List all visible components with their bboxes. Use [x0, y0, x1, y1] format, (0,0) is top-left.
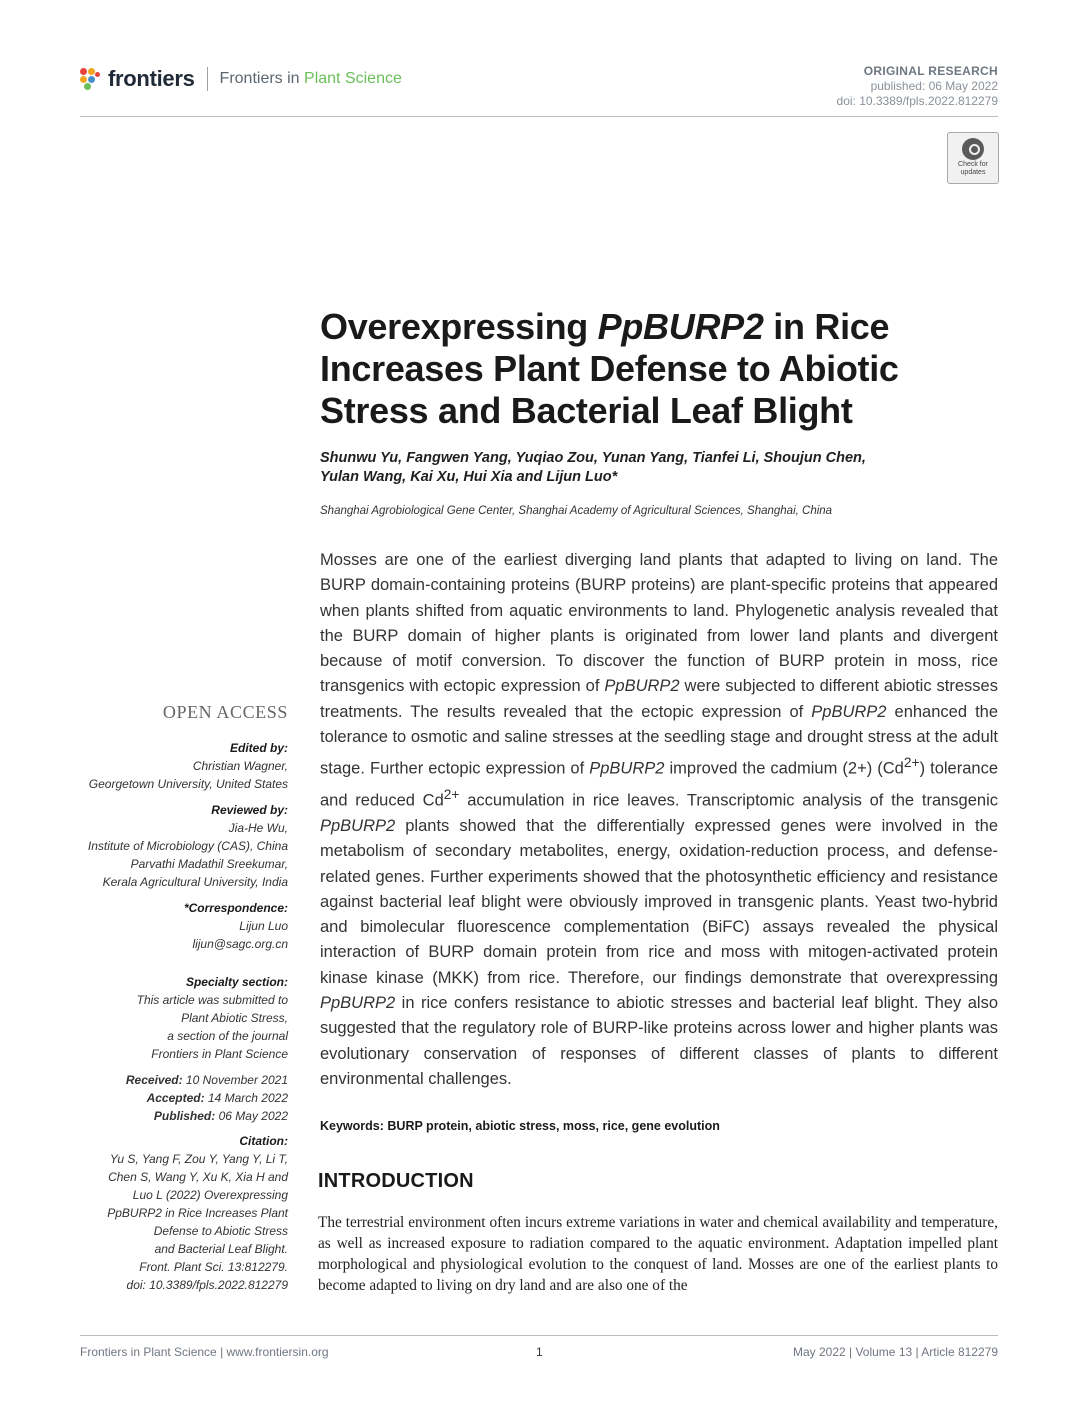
published-date: published: 06 May 2022	[870, 79, 998, 93]
frontiers-logo[interactable]	[80, 64, 402, 94]
check-updates-icon	[962, 138, 984, 160]
brand-name: frontiers	[108, 66, 195, 91]
header-divider	[207, 67, 208, 91]
keywords: Keywords: BURP protein, abiotic stress, moss, rice, gene evolution	[320, 1119, 720, 1133]
page-number: 1	[536, 1345, 543, 1359]
check-for-updates-badge[interactable]	[947, 132, 999, 184]
article-title: Overexpressing PpBURP2 in Rice Increases Plant Defense to Abiotic Stress and Bacterial Leaf Blight	[320, 306, 899, 431]
reviewed-by: Reviewed by: Jia-He Wu, Institute of Microbiology (CAS), China Parvathi Madathil Sreekumar, Kerala Agricultural University, India	[87, 803, 288, 889]
doi[interactable]: doi: 10.3389/fpls.2022.812279	[836, 94, 998, 108]
article-meta	[837, 64, 998, 109]
article-type: ORIGINAL RESEARCH	[863, 64, 998, 78]
open-access-label: OPEN ACCESS	[162, 702, 288, 722]
section-heading-introduction: INTRODUCTION	[318, 1170, 474, 1192]
frontiers-logo-icon	[80, 68, 102, 90]
header-rule	[80, 116, 998, 117]
abstract: Mosses are one of the earliest diverging land plants that adapted to living on land. The BURP domain-containing proteins (BURP proteins) are plant-specific proteins that appeared when plants shifted from aquatic environments to land. Phylogenetic analysis revealed that the BURP domain of higher plants is originated from lower land plants and divergent because of motif conversion. To discover the function of BURP protein in moss, rice transgenics with ectopic expression of PpBURP2 were subjected to different abiotic stresses treatments. The results revealed that the ectopic expression of PpBURP2 enhanced the tolerance to osmotic and saline stresses at the seedling stage and drought stress at the adult stage. Further ectopic expression of PpBURP2 improved the cadmium (2+) $(Cd^{2+})$ tolerance and reduced $Cd^{2+}$ accumulation in rice leaves. Transcriptomic analysis of the transgenic PpBURP2 plants showed that the differentially expressed genes were involved in the metabolism of secondary metabolites, energy, oxidation-reduction process, and defense-related genes. Further experiments showed that the photosynthetic efficiency and resistance against bacterial leaf blight were obviously improved in transgenic plants. Yeast two-hybrid and bimolecular fluorescence complementation (BiFC) assays revealed the physical interaction of BURP domain protein from rice and moss with mitogen-activated protein kinase kinase (MKK) from rice. Therefore, our findings demonstrate that overexpressing PpBURP2 in rice confers resistance to abiotic stresses and bacterial leaf blight. They also suggested that the regulatory role of BURP-like proteins across lower and higher plants was evolutionary conservation of responses of different classes of plants to different environmental challenges.	[320, 551, 999, 1088]
journal-name[interactable]: Frontiers in Plant Science	[219, 70, 402, 87]
correspondence: *Correspondence: Lijun Luo lijun@sagc.org.cn	[58, 899, 288, 953]
check-updates-label: Check for updates	[958, 161, 988, 176]
footer-journal-link[interactable]: Frontiers in Plant Science | www.frontiersin.org	[80, 1345, 329, 1359]
footer-volume-info: May 2022 | Volume 13 | Article 812279	[792, 1345, 998, 1359]
correspondence-email[interactable]: lijun@sagc.org.cn	[192, 937, 288, 951]
affiliation: Shanghai Agrobiological Gene Center, Shanghai Academy of Agricultural Sciences, Shanghai, China	[320, 505, 833, 517]
specialty-section: Specialty section: This article was submitted to Plant Abiotic Stress, a section of the journal Frontiers in Plant Science	[136, 975, 288, 1061]
introduction-text: The terrestrial environment often incurs extreme variations in water and chemical availability and temperature, as well as increased exposure to radiation compared to the aquatic environment. Adaptation impelled plant morphological and physiological evolution to the conquest of land. Mosses are one of the earliest plants to become adapted to living on dry land and are also one of the	[318, 1214, 998, 1294]
edited-by: Edited by: Christian Wagner, Georgetown University, United States	[88, 741, 288, 791]
dates: Received: 10 November 2021 Accepted: 14 March 2022 Published: 06 May 2022	[125, 1073, 288, 1123]
author-list: Shunwu Yu, Fangwen Yang, Yuqiao Zou, Yunan Yang, Tianfei Li, Shoujun Chen, Yulan Wang, Kai Xu, Hui Xia and Lijun Luo*	[320, 450, 866, 485]
citation: Citation: Yu S, Yang F, Zou Y, Yang Y, Li T, Chen S, Wang Y, Xu K, Xia H and Luo L (2022) Overexpressing PpBURP2 in Rice Increases Plant Defense to Abiotic Stress and Bacterial Leaf Blight. Front. Plant Sci. 13:812279. doi: 10.3389/fpls.2022.812279	[107, 1134, 288, 1292]
footer-rule	[80, 1335, 998, 1336]
